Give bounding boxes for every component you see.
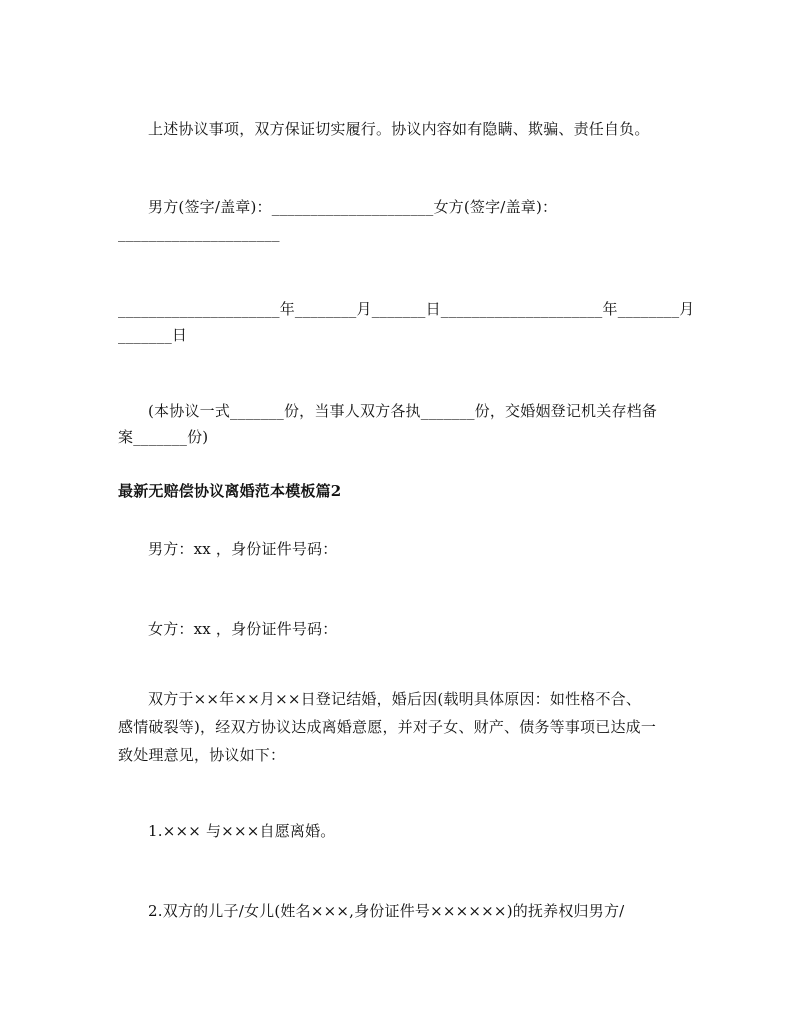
- marriage-statement-continued: 感情破裂等)，经双方协议达成离婚意愿，并对子女、财产、债务等事项已达成一: [118, 718, 657, 736]
- female-party-line: 女方：xx ，身份证件号码：: [148, 620, 338, 638]
- date-line: _____________________年________月_______日_____________________年________月: [118, 300, 695, 318]
- clause-2: 2.双方的儿子/女儿(姓名×××,身份证件号××××××)的抚养权归男方/: [148, 902, 625, 920]
- copies-note-continued: 案_______份): [118, 428, 209, 446]
- signature-line: 男方(签字/盖章)：_____________________女方(签字/盖章)：: [148, 198, 558, 216]
- marriage-statement-end: 致处理意见，协议如下：: [118, 746, 286, 764]
- male-party-line: 男方：xx ，身份证件号码：: [148, 540, 338, 558]
- signature-line-continued: _____________________: [118, 224, 280, 242]
- copies-note: (本协议一式_______份，当事人双方各执_______份，交婚姻登记机关存档备: [148, 402, 658, 420]
- closing-statement: 上述协议事项，双方保证切实履行。协议内容如有隐瞒、欺骗、责任自负。: [148, 120, 650, 138]
- date-line-continued: _______日: [118, 326, 188, 344]
- marriage-statement: 双方于××年××月××日登记结婚，婚后因(载明具体原因：如性格不合、: [148, 690, 642, 708]
- section-heading: 最新无赔偿协议离婚范本模板篇2: [118, 482, 342, 500]
- clause-1: 1.××× 与×××自愿离婚。: [148, 822, 336, 840]
